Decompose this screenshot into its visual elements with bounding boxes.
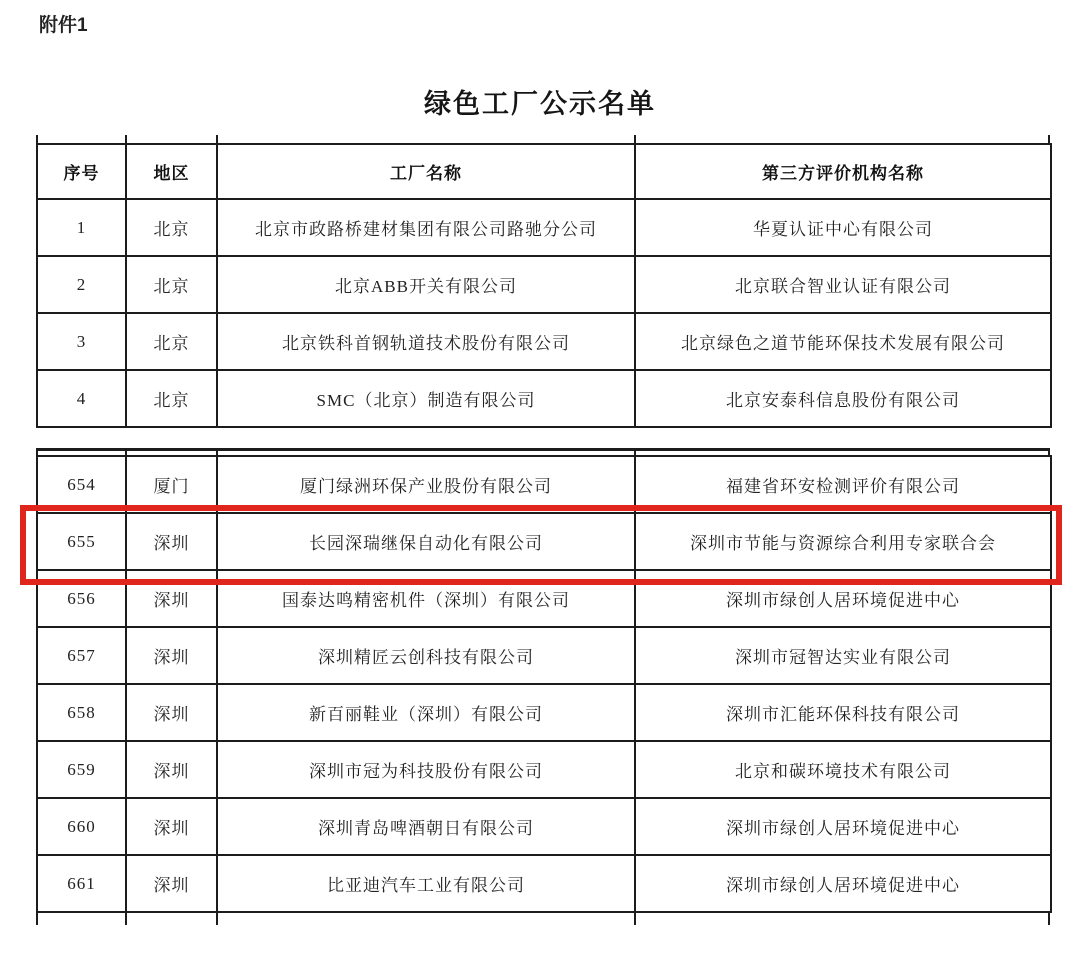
cell-agency: 深圳市汇能环保科技有限公司 [635, 684, 1051, 741]
cell-region: 深圳 [126, 741, 217, 798]
table-row [37, 741, 1051, 798]
table-row [37, 456, 1051, 513]
attachment-label: 附件1 [39, 15, 88, 36]
table-cut-stub [125, 448, 127, 455]
cell-no: 659 [37, 741, 126, 798]
cell-factory: 北京市政路桥建材集团有限公司路驰分公司 [217, 199, 635, 256]
table-cut-stub [634, 913, 636, 925]
cell-factory: 深圳精匠云创科技有限公司 [217, 627, 635, 684]
table-row [37, 570, 1051, 627]
header-no: 序号 [37, 144, 126, 199]
page-title: 绿色工厂公示名单 [424, 89, 656, 119]
cell-no: 654 [37, 456, 126, 513]
cell-agency: 华夏认证中心有限公司 [635, 199, 1051, 256]
cell-agency: 福建省环安检测评价有限公司 [635, 456, 1051, 513]
cell-agency: 深圳市绿创人居环境促进中心 [635, 570, 1051, 627]
table-cut-stub [216, 913, 218, 925]
table-cut-stub [1048, 135, 1050, 143]
table-row [37, 627, 1051, 684]
cell-no: 657 [37, 627, 126, 684]
table-cut-stub [634, 135, 636, 143]
cell-agency: 北京绿色之道节能环保技术发展有限公司 [635, 313, 1051, 370]
green-factory-table-part2 [36, 455, 1052, 913]
table-row-highlighted [37, 513, 1051, 570]
cell-agency: 深圳市冠智达实业有限公司 [635, 627, 1051, 684]
cell-region: 北京 [126, 313, 217, 370]
cell-region: 北京 [126, 256, 217, 313]
cell-factory: 北京铁科首钢轨道技术股份有限公司 [217, 313, 635, 370]
cell-region: 深圳 [126, 570, 217, 627]
cell-agency: 北京联合智业认证有限公司 [635, 256, 1051, 313]
table-splice-line [36, 448, 1050, 451]
cell-region: 北京 [126, 199, 217, 256]
cell-region: 深圳 [126, 684, 217, 741]
table-row [37, 313, 1051, 370]
cell-factory: SMC（北京）制造有限公司 [217, 370, 635, 427]
table-cut-stub [36, 913, 38, 925]
table-cut-stub [216, 135, 218, 143]
table-cut-stub [36, 135, 38, 143]
table-row [37, 370, 1051, 427]
cell-no: 4 [37, 370, 126, 427]
table-cut-stub [1048, 448, 1050, 455]
table-row [37, 855, 1051, 912]
cell-factory: 深圳市冠为科技股份有限公司 [217, 741, 635, 798]
table-row [37, 256, 1051, 313]
table-cut-stub [1048, 913, 1050, 925]
cell-factory: 比亚迪汽车工业有限公司 [217, 855, 635, 912]
header-factory: 工厂名称 [217, 144, 635, 199]
cell-no: 656 [37, 570, 126, 627]
cell-factory: 国泰达鸣精密机件（深圳）有限公司 [217, 570, 635, 627]
table-cut-stub [216, 448, 218, 455]
header-row [37, 144, 1051, 199]
cell-no: 2 [37, 256, 126, 313]
table-cut-stub [125, 135, 127, 143]
header-agency: 第三方评价机构名称 [635, 144, 1051, 199]
cell-factory: 长园深瑞继保自动化有限公司 [217, 513, 635, 570]
cell-no: 3 [37, 313, 126, 370]
cell-region: 深圳 [126, 798, 217, 855]
cell-agency: 深圳市绿创人居环境促进中心 [635, 855, 1051, 912]
table-cut-stub [125, 913, 127, 925]
cell-factory: 新百丽鞋业（深圳）有限公司 [217, 684, 635, 741]
cell-factory: 北京ABB开关有限公司 [217, 256, 635, 313]
cell-agency: 北京安泰科信息股份有限公司 [635, 370, 1051, 427]
cell-no: 1 [37, 199, 126, 256]
header-region: 地区 [126, 144, 217, 199]
cell-no: 655 [37, 513, 126, 570]
cell-no: 661 [37, 855, 126, 912]
cell-region: 深圳 [126, 627, 217, 684]
green-factory-table-part1 [36, 143, 1052, 428]
cell-agency: 深圳市绿创人居环境促进中心 [635, 798, 1051, 855]
cell-region: 深圳 [126, 513, 217, 570]
table-cut-stub [634, 448, 636, 455]
cell-factory: 厦门绿洲环保产业股份有限公司 [217, 456, 635, 513]
table-cut-stub [36, 448, 38, 455]
table-row [37, 798, 1051, 855]
cell-no: 658 [37, 684, 126, 741]
table-row [37, 684, 1051, 741]
cell-factory: 深圳青岛啤酒朝日有限公司 [217, 798, 635, 855]
cell-region: 北京 [126, 370, 217, 427]
cell-region: 深圳 [126, 855, 217, 912]
cell-agency: 北京和碳环境技术有限公司 [635, 741, 1051, 798]
cell-region: 厦门 [126, 456, 217, 513]
table-row [37, 199, 1051, 256]
cell-no: 660 [37, 798, 126, 855]
cell-agency: 深圳市节能与资源综合利用专家联合会 [635, 513, 1051, 570]
